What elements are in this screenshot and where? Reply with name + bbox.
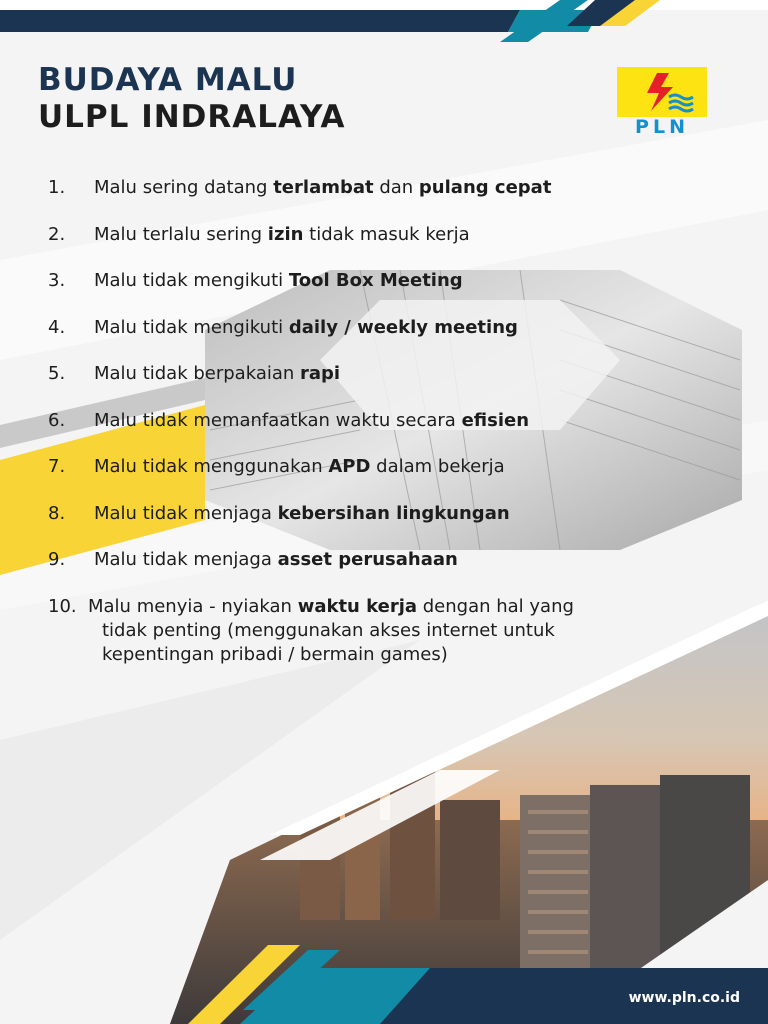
item-continuation-line: tidak penting (menggunakan akses internet untuk <box>102 619 555 641</box>
item-number: 7. <box>48 456 66 477</box>
list-item <box>48 176 738 223</box>
list-item <box>48 316 738 363</box>
item-text: Malu tidak mengikuti Tool Box Meeting <box>94 270 463 291</box>
lightning-icon <box>617 67 707 117</box>
list-item <box>48 223 738 270</box>
item-continuation-line: kepentingan pribadi / bermain games) <box>102 643 448 665</box>
list-item <box>48 362 738 409</box>
item-text: Malu tidak mengikuti daily / weekly meeting <box>94 316 518 338</box>
item-number: 1. <box>48 177 66 198</box>
pln-logo <box>612 64 712 138</box>
top-navy-bar <box>0 10 520 32</box>
item-number: 3. <box>48 270 66 291</box>
item-text: Malu tidak menggunakan APD dalam bekerja <box>94 456 505 477</box>
list-item <box>48 269 738 316</box>
item-text: Malu sering datang terlambat dan pulang cepat <box>94 177 552 198</box>
list-item <box>48 409 738 456</box>
item-text: Malu tidak memanfaatkan waktu secara efisien <box>94 409 530 431</box>
title-line-1: BUDAYA MALU <box>38 62 298 98</box>
list-item <box>48 502 738 549</box>
item-text: Malu menyia - nyiakan waktu kerja dengan hal yang tidak penting (menggunakan akses internet untuk kepentingan pribadi / bermain games) <box>88 595 738 667</box>
item-text: Malu tidak berpakaian rapi <box>94 363 341 384</box>
list-item <box>48 595 738 665</box>
item-number: 10. <box>48 595 77 617</box>
rules-list <box>48 176 738 665</box>
item-text: Malu tidak menjaga kebersihan lingkungan <box>94 502 510 524</box>
item-number: 6. <box>48 409 66 431</box>
item-number: 4. <box>48 316 66 338</box>
list-item <box>48 548 738 595</box>
footer-url[interactable]: www.pln.co.id <box>628 990 740 1006</box>
item-text: Malu terlalu sering izin tidak masuk kerja <box>94 223 470 245</box>
item-number: 9. <box>48 549 66 570</box>
item-text: Malu tidak menjaga asset perusahaan <box>94 549 458 570</box>
list-item <box>48 455 738 502</box>
pln-logo-text: PLN <box>635 116 689 138</box>
item-number: 2. <box>48 223 66 245</box>
title-line-2: ULPL INDRALAYA <box>38 99 346 135</box>
item-number: 5. <box>48 363 66 384</box>
item-number: 8. <box>48 502 66 524</box>
